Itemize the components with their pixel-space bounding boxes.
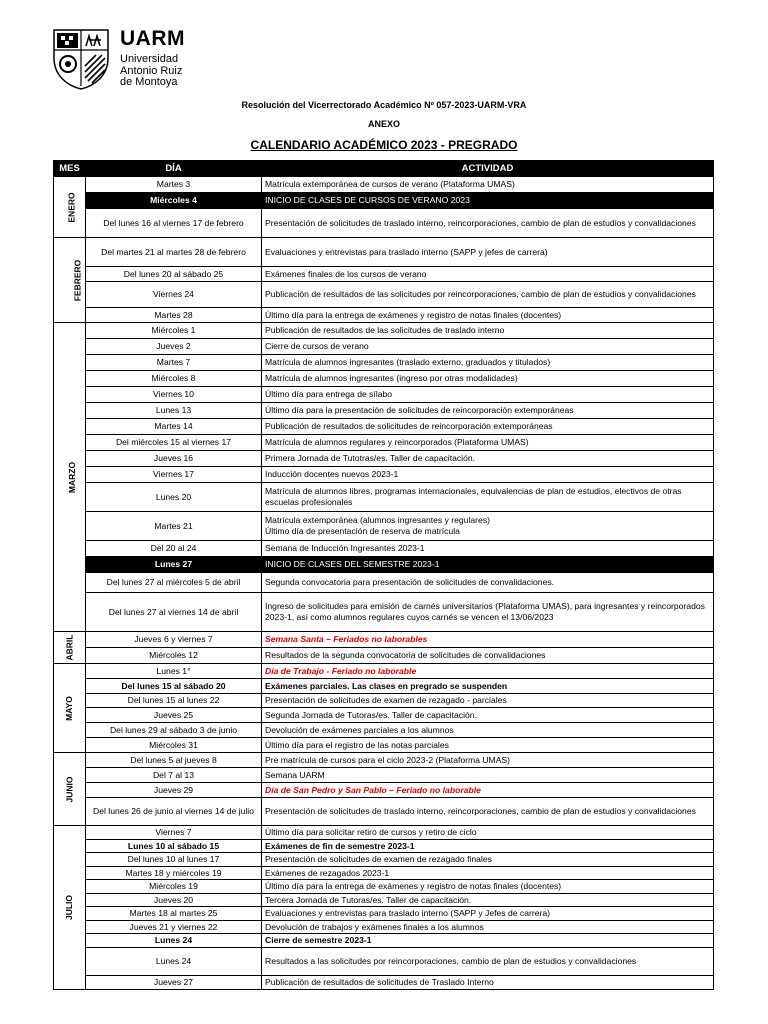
day-cell: Del lunes 29 al sábado 3 de junio [86, 723, 262, 738]
resolution-line: Resolución del Vicerrectorado Académico Nº 057-2023-UARM-VRA [241, 100, 527, 110]
table-row [54, 679, 714, 694]
activity-cell: Presentación de solicitudes de traslado interno, reincorporaciones, cambio de plan de estudios y convalidaciones [262, 798, 714, 826]
activity-cell: Segunda Jornada de Tutoras/es. Taller de capacitación. [262, 708, 714, 723]
day-cell: Jueves 27 [86, 976, 262, 990]
month-cell [54, 323, 86, 632]
activity-cell: Último día para la entrega de exámenes y registro de notas finales (docentes) [262, 880, 714, 894]
activity-cell: Ingreso de solicitudes para emisión de carnés universitarios (Plataforma UMAS), para ingresantes y reincorporados 2023-1, así como alumnos regulares cuyos carnés se vencen el 13/06/2023 [262, 593, 714, 632]
activity-cell: Presentación de solicitudes de examen de rezagado finales [262, 853, 714, 867]
day-cell: Del lunes 16 al viernes 17 de febrero [86, 209, 262, 238]
activity-cell: Último día para el registro de las notas parciales [262, 738, 714, 753]
activity-cell: Último día para la presentación de solicitudes de reincorporación extemporáneas [262, 403, 714, 419]
month-cell [54, 826, 86, 990]
activity-cell: Resultados a las solicitudes por reincorporaciones, cambio de plan de estudios y convalidaciones [262, 948, 714, 976]
table-row [54, 664, 714, 679]
activity-cell: Cierre de semestre 2023-1 [262, 934, 714, 948]
day-cell: Del lunes 10 al lunes 17 [86, 853, 262, 867]
day-cell: Miércoles 31 [86, 738, 262, 753]
table-row [54, 387, 714, 403]
table-row [54, 355, 714, 371]
day-cell: Del lunes 27 al viernes 14 de abril [86, 593, 262, 632]
table-row [54, 323, 714, 339]
month-cell [54, 753, 86, 826]
table-row [54, 840, 714, 853]
month-label: JUNIO [64, 776, 75, 802]
activity-cell: INICIO DE CLASES DEL SEMESTRE 2023-1 [262, 557, 714, 573]
month-label: JULIO [64, 894, 75, 921]
table-row [54, 403, 714, 419]
table-row [54, 723, 714, 738]
day-cell: Martes 18 y miércoles 19 [86, 867, 262, 880]
day-cell: Del lunes 15 al lunes 22 [86, 694, 262, 708]
activity-cell: Inducción docentes nuevos 2023-1 [262, 467, 714, 483]
day-cell: Viernes 7 [86, 826, 262, 840]
activity-cell: Cierre de cursos de verano [262, 339, 714, 355]
table-row [54, 826, 714, 840]
activity-cell: Día de San Pedro y San Pablo – Feriado no laborable [262, 783, 714, 798]
table-row [54, 193, 714, 209]
activity-cell: Último día para la entrega de exámenes y registro de notas finales (docentes) [262, 308, 714, 323]
column-header-actividad: ACTIVIDAD [262, 161, 714, 177]
table-row [54, 557, 714, 573]
month-label: ABRIL [64, 634, 75, 661]
month-cell [54, 238, 86, 323]
activity-cell: Publicación de resultados de las solicitudes de traslado interno [262, 323, 714, 339]
day-cell: Miércoles 1 [86, 323, 262, 339]
day-cell: Miércoles 8 [86, 371, 262, 387]
table-row [54, 419, 714, 435]
table-row [54, 308, 714, 323]
table-row [54, 867, 714, 880]
table-row [54, 238, 714, 267]
brand-subtitle: Universidad Antonio Ruiz de Montoya [120, 53, 183, 88]
table-row [54, 921, 714, 934]
activity-cell: Matrícula de alumnos ingresantes (ingreso por otras modalidades) [262, 371, 714, 387]
day-cell: Lunes 27 [86, 557, 262, 573]
day-cell: Jueves 20 [86, 894, 262, 907]
annex-label: ANEXO [367, 119, 400, 129]
activity-cell: Semana de Inducción Ingresantes 2023-1 [262, 541, 714, 557]
table-row [54, 483, 714, 512]
day-cell: Del lunes 20 al sábado 25 [86, 267, 262, 282]
day-cell: Del lunes 26 de junio al viernes 14 de julio [86, 798, 262, 826]
day-cell: Jueves 6 y viernes 7 [86, 632, 262, 648]
table-row [54, 451, 714, 467]
table-row [54, 339, 714, 355]
calendar-body [54, 177, 714, 990]
table-row [54, 593, 714, 632]
table-row [54, 267, 714, 282]
activity-cell: Exámenes de fin de semestre 2023-1 [262, 840, 714, 853]
day-cell: Jueves 25 [86, 708, 262, 723]
table-row [54, 282, 714, 308]
table-row [54, 708, 714, 723]
day-cell: Viernes 17 [86, 467, 262, 483]
university-shield-icon [52, 28, 110, 90]
month-cell [54, 177, 86, 238]
activity-cell: Evaluaciones y entrevistas para traslado interno (SAPP y Jefes de carrera) [262, 907, 714, 921]
table-row [54, 177, 714, 193]
month-label: MARZO [67, 461, 78, 493]
day-cell: Jueves 2 [86, 339, 262, 355]
month-label: MAYO [63, 695, 74, 721]
table-row [54, 541, 714, 557]
day-cell: Martes 14 [86, 419, 262, 435]
column-header-dia: DÍA [86, 161, 262, 177]
day-cell: Del martes 21 al martes 28 de febrero [86, 238, 262, 267]
day-cell: Jueves 16 [86, 451, 262, 467]
table-row [54, 948, 714, 976]
table-row [54, 371, 714, 387]
table-row [54, 753, 714, 768]
day-cell: Lunes 13 [86, 403, 262, 419]
table-row [54, 632, 714, 648]
activity-cell: Segunda convocatoria para presentación de solicitudes de convalidaciones. [262, 573, 714, 593]
activity-cell: Devolución de exámenes parciales a los alumnos [262, 723, 714, 738]
activity-cell: Exámenes parciales. Las clases en pregrado se suspenden [262, 679, 714, 694]
day-cell: Lunes 1° [86, 664, 262, 679]
day-cell: Miércoles 19 [86, 880, 262, 894]
day-cell: Lunes 24 [86, 948, 262, 976]
day-cell: Miércoles 4 [86, 193, 262, 209]
activity-cell: Semana UARM [262, 768, 714, 783]
activity-cell: Matrícula de alumnos ingresantes (traslado externo, graduados y titulados) [262, 355, 714, 371]
activity-cell: Presentación de solicitudes de examen de rezagado - parciales [262, 694, 714, 708]
table-row [54, 934, 714, 948]
column-header-mes: MES [54, 161, 86, 177]
day-cell: Del 20 al 24 [86, 541, 262, 557]
activity-cell: Presentación de solicitudes de traslado interno, reincorporaciones, cambio de plan de estudios y convalidaciones [262, 209, 714, 238]
activity-cell: INICIO DE CLASES DE CURSOS DE VERANO 2023 [262, 193, 714, 209]
activity-cell: Matrícula de alumnos regulares y reincorporados (Plataforma UMAS) [262, 435, 714, 451]
day-cell: Martes 7 [86, 355, 262, 371]
table-row [54, 798, 714, 826]
activity-cell: Publicación de resultados de solicitudes de Traslado Interno [262, 976, 714, 990]
day-cell: Jueves 29 [86, 783, 262, 798]
activity-cell: Devolución de trabajos y exámenes finales a los alumnos [262, 921, 714, 934]
day-cell: Viernes 10 [86, 387, 262, 403]
month-label: ENERO [66, 191, 77, 223]
day-cell: Martes 18 al martes 25 [86, 907, 262, 921]
month-cell [54, 632, 86, 664]
activity-cell: Matrícula extemporánea de cursos de verano (Plataforma UMAS) [262, 177, 714, 193]
activity-cell: Día de Trabajo - Feriado no laborable [262, 664, 714, 679]
day-cell: Viernes 24 [86, 282, 262, 308]
day-cell: Del lunes 27 al miércoles 5 de abril [86, 573, 262, 593]
activity-cell: Exámenes finales de los cursos de verano [262, 267, 714, 282]
table-row [54, 573, 714, 593]
day-cell: Del miércoles 15 al viernes 17 [86, 435, 262, 451]
table-row [54, 783, 714, 798]
activity-cell: Tercera Jornada de Tutoras/es. Taller de capacitación. [262, 894, 714, 907]
day-cell: Lunes 24 [86, 934, 262, 948]
activity-cell: Resultados de la segunda convocatoria de solicitudes de convalidaciones [262, 648, 714, 664]
activity-cell: Publicación de resultados de las solicitudes por reincorporaciones, cambio de plan de estudios y convalidaciones [262, 282, 714, 308]
table-header-row [54, 161, 714, 177]
activity-cell: Último día para solicitar retiro de cursos y retiro de ciclo [262, 826, 714, 840]
day-cell: Jueves 21 y viernes 22 [86, 921, 262, 934]
day-cell: Miércoles 12 [86, 648, 262, 664]
activity-cell: Matrícula de alumnos libres, programas internacionales, equivalencias de plan de estudios, electivos de otras escuelas profesionales [262, 483, 714, 512]
table-row [54, 907, 714, 921]
day-cell: Martes 28 [86, 308, 262, 323]
table-row [54, 768, 714, 783]
day-cell: Del lunes 15 al sábado 20 [86, 679, 262, 694]
day-cell: Del 7 al 13 [86, 768, 262, 783]
day-cell: Martes 3 [86, 177, 262, 193]
table-row [54, 209, 714, 238]
activity-cell: Semana Santa – Feriados no laborables [262, 632, 714, 648]
activity-cell: Evaluaciones y entrevistas para traslado interno (SAPP y jefes de carrera) [262, 238, 714, 267]
day-cell: Lunes 20 [86, 483, 262, 512]
table-row [54, 738, 714, 753]
month-label: FEBRERO [72, 259, 83, 301]
day-cell: Del lunes 5 al jueves 8 [86, 753, 262, 768]
table-row [54, 648, 714, 664]
table-row [54, 853, 714, 867]
brand-name: UARM [120, 27, 185, 50]
activity-cell: Pre matrícula de cursos para el ciclo 2023-2 (Plataforma UMAS) [262, 753, 714, 768]
table-row [54, 976, 714, 990]
table-row [54, 467, 714, 483]
table-row [54, 435, 714, 451]
table-row [54, 880, 714, 894]
academic-calendar-table [53, 160, 714, 990]
day-cell: Martes 21 [86, 512, 262, 541]
activity-cell: Primera Jornada de Tutotras/es. Taller de capacitación. [262, 451, 714, 467]
table-row [54, 894, 714, 907]
activity-cell: Último día para entrega de sílabo [262, 387, 714, 403]
uarm-logo [52, 28, 202, 90]
activity-cell: Publicación de resultados de solicitudes de reincorporación extemporáneas [262, 419, 714, 435]
table-row [54, 512, 714, 541]
day-cell: Lunes 10 al sábado 15 [86, 840, 262, 853]
calendar-title: CALENDARIO ACADÉMICO 2023 - PREGRADO [250, 138, 518, 152]
activity-cell: Matrícula extemporánea (alumnos ingresantes y regulares) Último día de presentación de reserva de matrícula [262, 512, 714, 541]
activity-cell: Exámenes de rezagados 2023-1 [262, 867, 714, 880]
month-cell [54, 664, 86, 753]
table-row [54, 694, 714, 708]
